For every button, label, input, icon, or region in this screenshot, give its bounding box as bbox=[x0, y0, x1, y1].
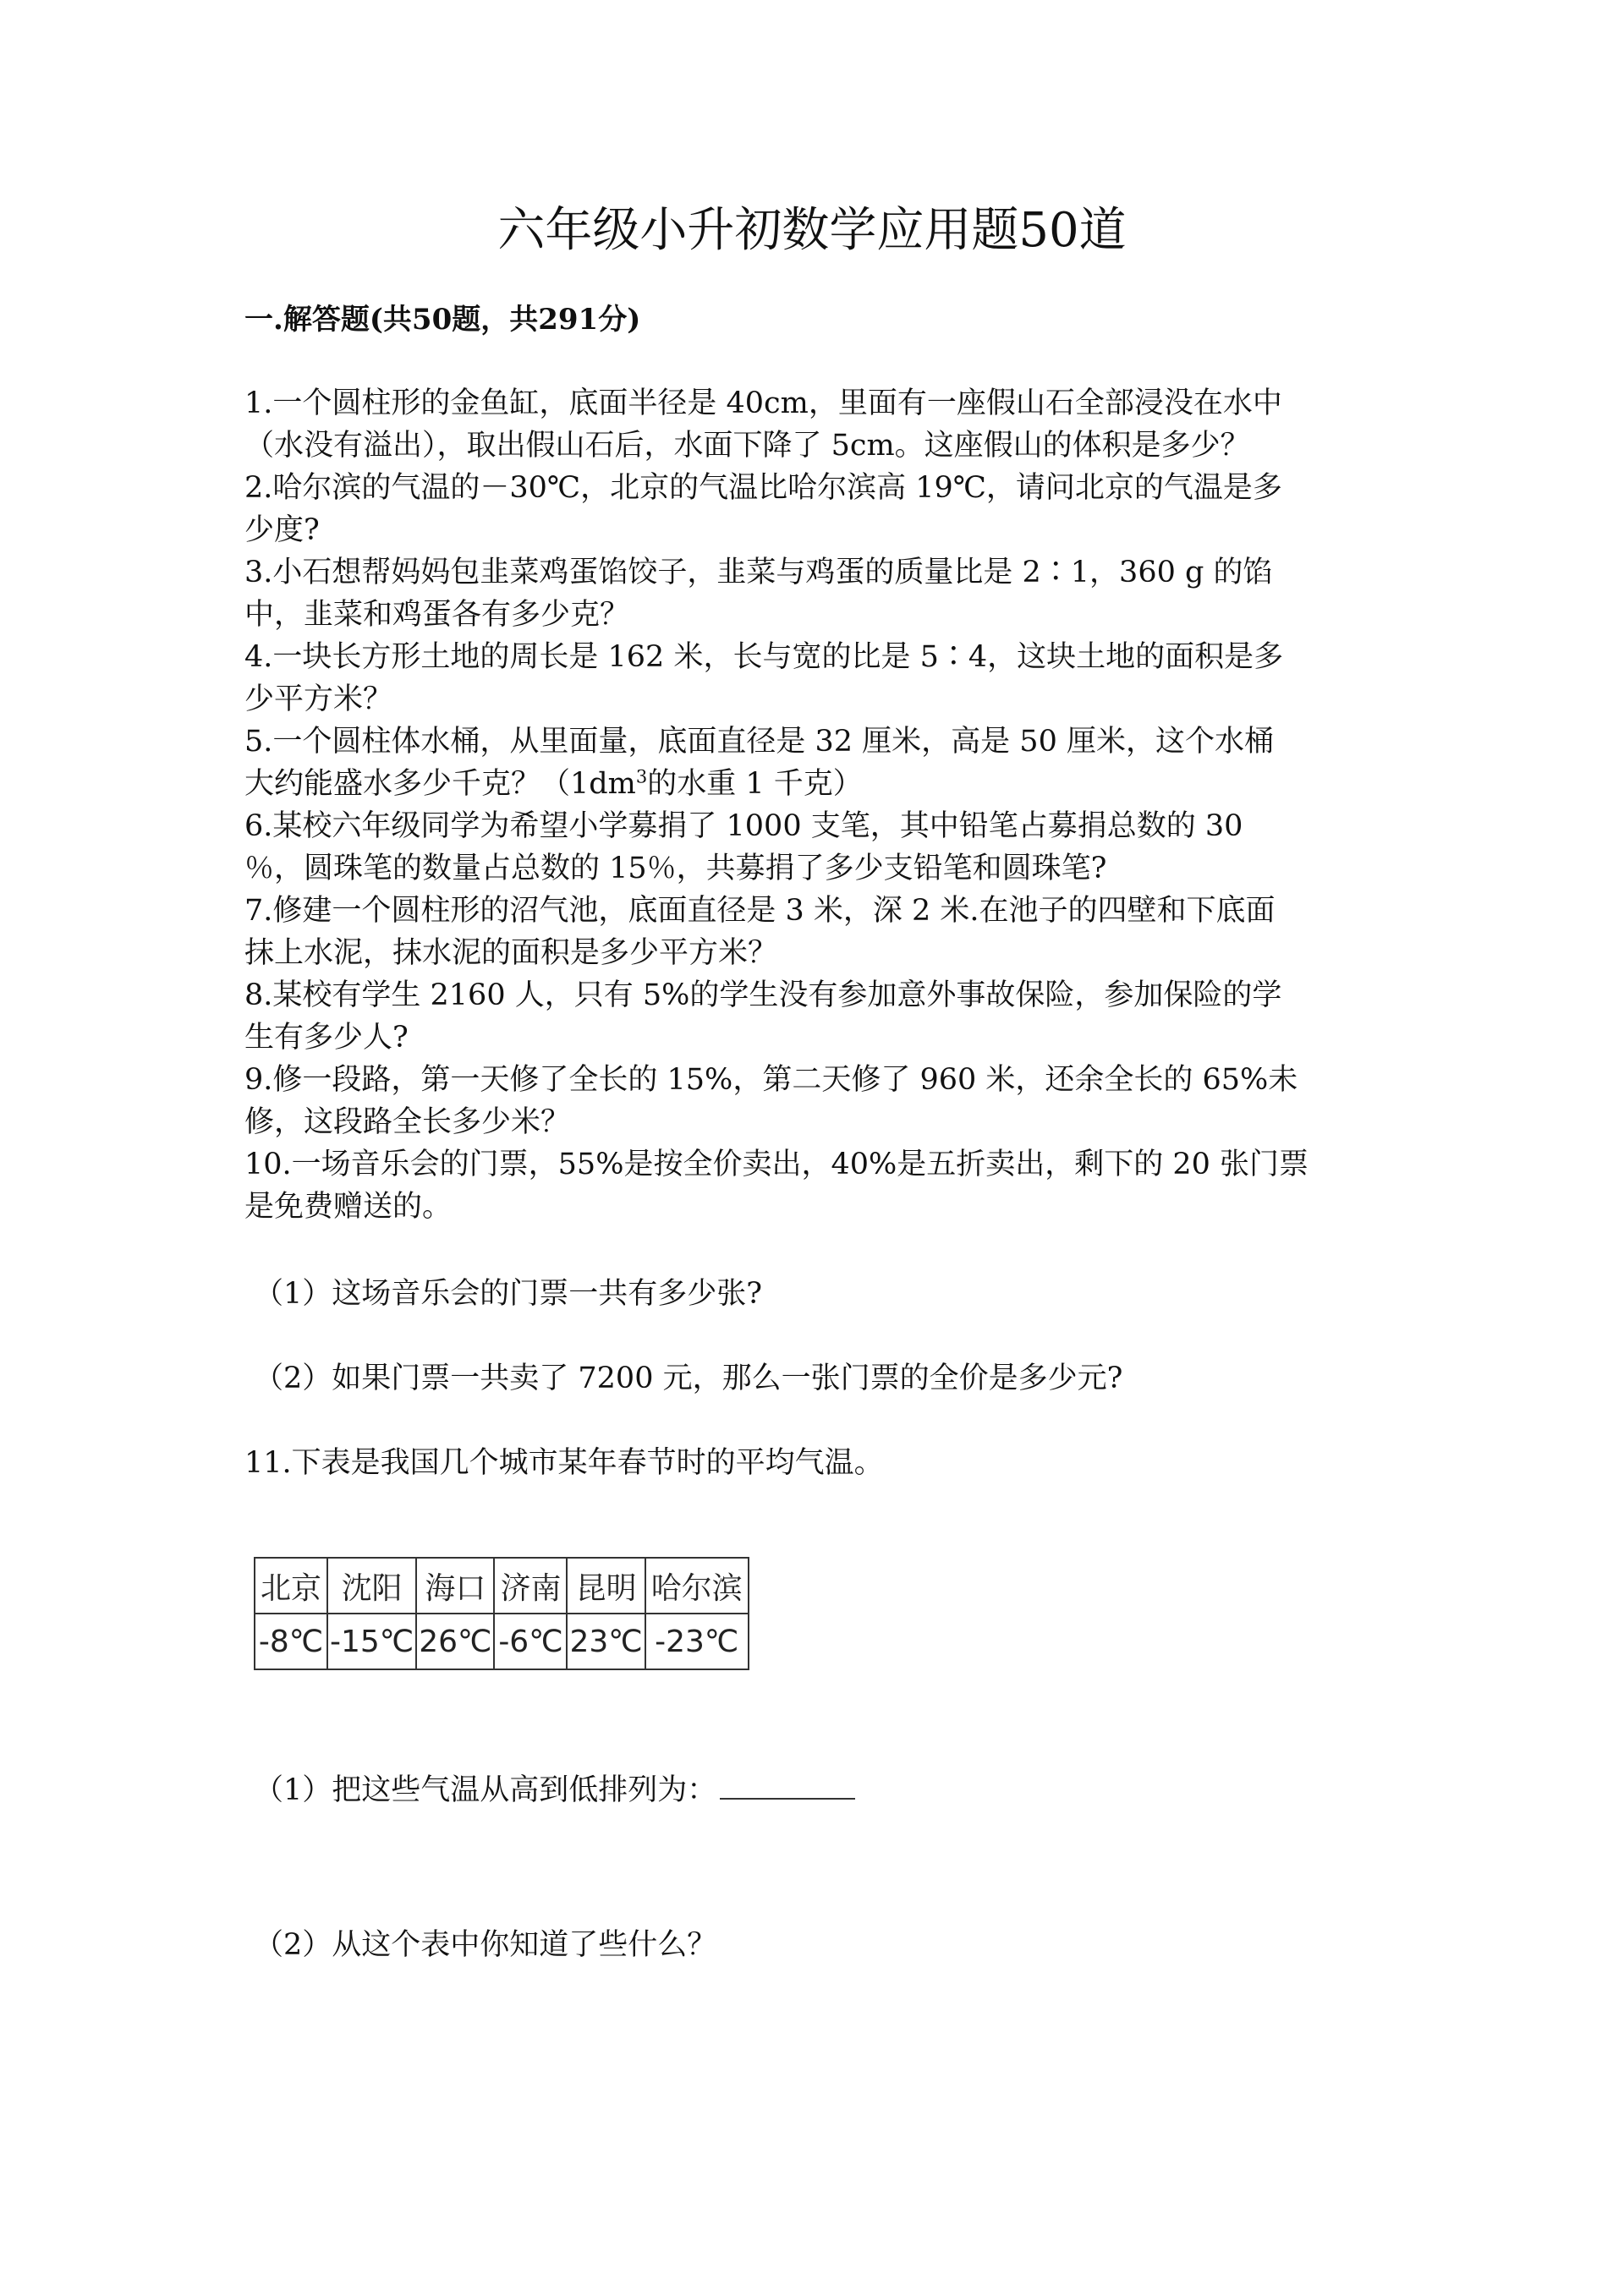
question-5-line-2-after: 的水重 1 千克） bbox=[647, 767, 863, 801]
answer-blank[interactable] bbox=[720, 1773, 855, 1800]
question-11-sub-1 bbox=[254, 1769, 855, 1811]
question-8-line-1: 8.某校有学生 2160 人，只有 5%的学生没有参加意外事故保险，参加保险的学 bbox=[244, 978, 1282, 1012]
cubic-superscript: 3 bbox=[635, 766, 648, 787]
table-cell-city: 沈阳 bbox=[327, 1558, 416, 1614]
question-8-line-2: 生有多少人? bbox=[244, 1021, 409, 1055]
question-2-line-2: 少度? bbox=[244, 513, 320, 547]
question-10-line-2: 是免费赠送的。 bbox=[244, 1190, 453, 1224]
question-11-intro: 11.下表是我国几个城市某年春节时的平均气温。 bbox=[244, 1446, 884, 1480]
question-4-line-2: 少平方米？ bbox=[244, 682, 393, 716]
question-3-line-2: 中，韭菜和鸡蛋各有多少克？ bbox=[244, 598, 630, 632]
question-5-line-2-before: 大约能盛水多少千克？（1dm bbox=[244, 767, 636, 801]
question-11-sub-2: （2）从这个表中你知道了些什么？ bbox=[254, 1928, 717, 1962]
table-cell-temp: -23℃ bbox=[645, 1614, 749, 1669]
table-cell-city: 海口 bbox=[416, 1558, 494, 1614]
question-10-sub-1: （1）这场音乐会的门票一共有多少张? bbox=[254, 1277, 763, 1311]
temperature-table bbox=[254, 1557, 749, 1670]
table-cell-temp: 23℃ bbox=[567, 1614, 645, 1669]
page-title: 六年级小升初数学应用题50道 bbox=[497, 203, 1127, 258]
table-cell-city: 济南 bbox=[494, 1558, 567, 1614]
question-2-line-1: 2.哈尔滨的气温的－30℃，北京的气温比哈尔滨高 19℃，请问北京的气温是多 bbox=[244, 471, 1282, 505]
section-heading: 一.解答题(共50题，共291分) bbox=[244, 303, 641, 337]
table-cell-temp: -8℃ bbox=[255, 1614, 327, 1669]
question-7-line-1: 7.修建一个圆柱形的沼气池，底面直径是 3 米，深 2 米.在池子的四壁和下底面 bbox=[244, 894, 1276, 928]
table-cell-city: 昆明 bbox=[567, 1558, 645, 1614]
question-7-line-2: 抹上水泥，抹水泥的面积是多少平方米？ bbox=[244, 936, 778, 970]
table-cell-temp: -15℃ bbox=[327, 1614, 416, 1669]
question-9-line-1: 9.修一段路，第一天修了全长的 15%，第二天修了 960 米，还余全长的 65%未 bbox=[244, 1063, 1298, 1097]
question-9-line-2: 修，这段路全长多少米？ bbox=[244, 1105, 571, 1139]
table-cell-city: 哈尔滨 bbox=[645, 1558, 749, 1614]
question-4-line-1: 4.一块长方形土地的周长是 162 米，长与宽的比是 5∶4，这块土地的面积是多 bbox=[244, 640, 1284, 674]
table-cell-city: 北京 bbox=[255, 1558, 327, 1614]
question-11-sub-1-text: （1）把这些气温从高到低排列为： bbox=[254, 1773, 717, 1807]
question-1-line-1: 1.一个圆柱形的金鱼缸，底面半径是 40cm，里面有一座假山石全部浸没在水中 bbox=[244, 386, 1282, 420]
table-cell-temp: -6℃ bbox=[494, 1614, 567, 1669]
question-3-line-1: 3.小石想帮妈妈包韭菜鸡蛋馅饺子，韭菜与鸡蛋的质量比是 2∶1，360 g 的馅 bbox=[244, 556, 1273, 589]
question-5-line-2 bbox=[244, 763, 863, 805]
table-cell-temp: 26℃ bbox=[416, 1614, 494, 1669]
question-10-line-1: 10.一场音乐会的门票，55%是按全价卖出，40%是五折卖出，剩下的 20 张门票 bbox=[244, 1148, 1309, 1181]
table-row-cities bbox=[255, 1558, 749, 1614]
question-10-sub-2: （2）如果门票一共卖了 7200 元，那么一张门票的全价是多少元? bbox=[254, 1362, 1123, 1395]
question-6-line-2: ％，圆珠笔的数量占总数的 15％，共募捐了多少支铅笔和圆珠笔? bbox=[244, 852, 1107, 885]
question-6-line-1: 6.某校六年级同学为希望小学募捐了 1000 支笔，其中铅笔占募捐总数的 30 bbox=[244, 809, 1243, 843]
table-row-temps bbox=[255, 1614, 749, 1669]
question-1-line-2: （水没有溢出），取出假山石后，水面下降了 5cm。这座假山的体积是多少？ bbox=[244, 429, 1250, 463]
question-5-line-1: 5.一个圆柱体水桶，从里面量，底面直径是 32 厘米，高是 50 厘米，这个水桶 bbox=[244, 725, 1274, 759]
